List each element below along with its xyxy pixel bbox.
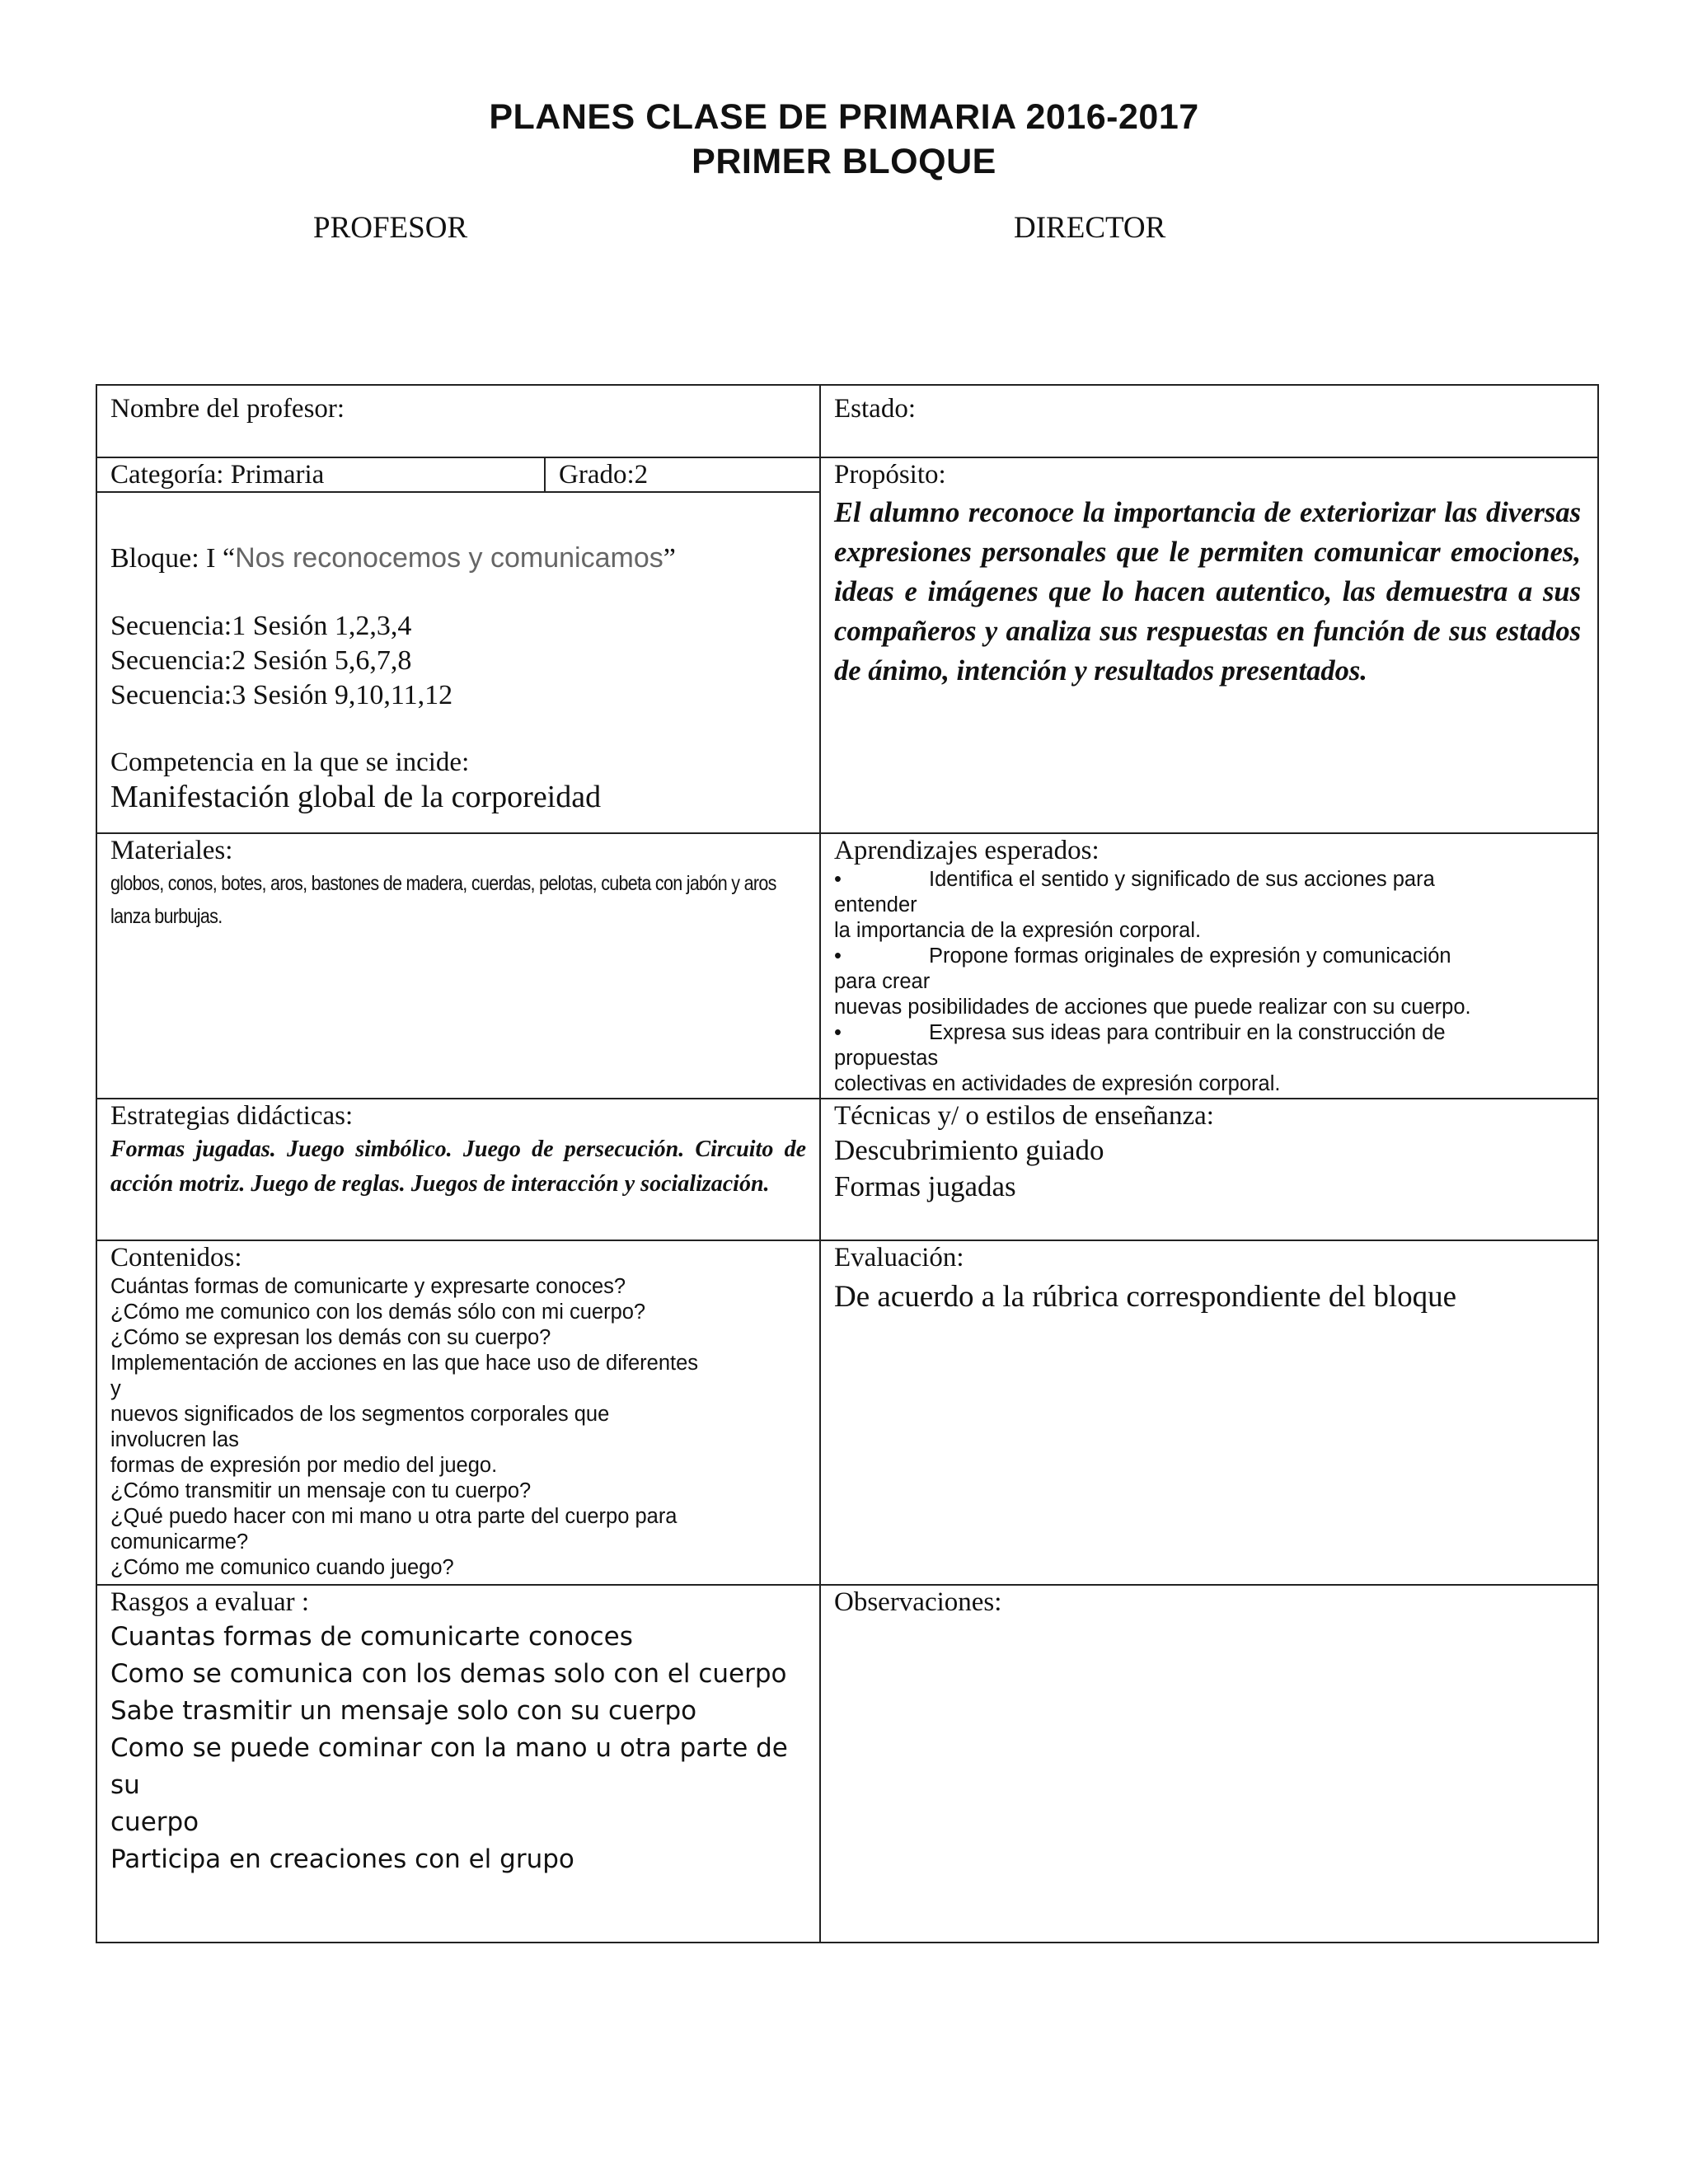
observations-label: Observaciones: bbox=[834, 1587, 1002, 1617]
contents-cell bbox=[97, 1241, 819, 1584]
materials-cell bbox=[97, 834, 819, 1098]
content-line: comunicarme? bbox=[110, 1530, 249, 1554]
materials-text: globos, conos, botes, aros, bastones de madera, cuerdas, pelotas, cubeta con jabón y aros lanza burbujas. bbox=[110, 872, 776, 928]
learning-item-first: Identifica el sentido y significado de sus acciones para bbox=[929, 868, 1435, 891]
learning-item-line: entender bbox=[834, 893, 917, 916]
competence-label: Competencia en la que se incide: bbox=[110, 748, 470, 777]
category-cell bbox=[97, 458, 544, 491]
bloque-suffix: ” bbox=[663, 543, 676, 574]
purpose-cell bbox=[821, 458, 1599, 832]
purpose-text: El alumno reconoce la importancia de exteriorizar las diversas expresiones personales que le permiten comunicar emociones, ideas e imágenes que lo hacen autentico, las demuestra a sus compañeros y analiza sus respuestas en función de sus estados de ánimo, intención y resultados presentados. bbox=[834, 497, 1581, 687]
trait-item: Participa en creaciones con el grupo bbox=[110, 1844, 574, 1874]
learning-item-first: Expresa sus ideas para contribuir en la construcción de bbox=[929, 1021, 1446, 1044]
technique-item: Formas jugadas bbox=[834, 1170, 1016, 1202]
learning-item bbox=[834, 867, 1586, 944]
trait-item: Cuantas formas de comunicarte conoces bbox=[110, 1622, 633, 1652]
content-line: ¿Cómo se expresan los demás con su cuerpo? bbox=[110, 1326, 551, 1349]
evaluation-cell bbox=[821, 1241, 1599, 1584]
learning-item-line: nuevas posibilidades de acciones que puede realizar con su cuerpo. bbox=[834, 996, 1471, 1019]
strategies-text: Formas jugadas. Juego simbólico. Juego de persecución. Circuito de acción motriz. Juego de reglas. Juegos de interacción y socialización. bbox=[110, 1137, 806, 1197]
trait-item: Como se comunica con los demas solo con el cuerpo bbox=[110, 1659, 787, 1689]
learning-item-line: propuestas bbox=[834, 1047, 939, 1070]
state-cell bbox=[821, 386, 1599, 457]
learning-item bbox=[834, 1020, 1586, 1097]
traits-cell bbox=[97, 1586, 819, 1943]
strategies-label: Estrategias didácticas: bbox=[110, 1101, 354, 1131]
signature-teacher: PROFESOR bbox=[313, 211, 468, 245]
learning-item-line: para crear bbox=[834, 970, 931, 993]
grade-label: Grado:2 bbox=[559, 460, 649, 490]
document-title: PLANES CLASE DE PRIMARIA 2016-2017 bbox=[489, 97, 1199, 137]
bullet-icon: • bbox=[834, 1021, 842, 1044]
sequence-item: Secuencia:2 Sesión 5,6,7,8 bbox=[110, 645, 412, 676]
learning-item-line: la importancia de la expresión corporal. bbox=[834, 919, 1202, 942]
learning-cell bbox=[821, 834, 1599, 1098]
learning-label: Aprendizajes esperados: bbox=[834, 836, 1100, 865]
materials-label: Materiales: bbox=[110, 836, 233, 865]
content-line: ¿Cómo me comunico cuando juego? bbox=[110, 1556, 454, 1579]
purpose-label: Propósito: bbox=[834, 460, 946, 490]
content-line: formas de expresión por medio del juego. bbox=[110, 1454, 498, 1477]
trait-item: cuerpo bbox=[110, 1807, 199, 1837]
content-line: ¿Cómo transmitir un mensaje con tu cuerpo? bbox=[110, 1479, 532, 1502]
content-line: Cuántas formas de comunicarte y expresarte conoces? bbox=[110, 1275, 626, 1298]
teacher-name-cell bbox=[97, 386, 819, 457]
bloque-prefix: Bloque: I “ bbox=[110, 543, 236, 574]
content-line: nuevos significados de los segmentos corporales que bbox=[110, 1403, 610, 1426]
bloque-cell bbox=[97, 493, 819, 832]
content-line: y bbox=[110, 1377, 121, 1400]
techniques-cell bbox=[821, 1099, 1599, 1240]
learning-item-first: Propone formas originales de expresión y comunicación bbox=[929, 944, 1451, 968]
strategies-cell bbox=[97, 1099, 819, 1240]
bullet-icon: • bbox=[834, 868, 842, 891]
sequence-item: Secuencia:3 Sesión 9,10,11,12 bbox=[110, 680, 453, 710]
sequence-list bbox=[110, 609, 806, 713]
content-line: ¿Qué puedo hacer con mi mano u otra parte del cuerpo para bbox=[110, 1505, 678, 1528]
learning-item bbox=[834, 944, 1586, 1020]
content-line: ¿Cómo me comunico con los demás sólo con mi cuerpo? bbox=[110, 1301, 646, 1324]
techniques-label: Técnicas y/ o estilos de enseñanza: bbox=[834, 1101, 1214, 1131]
signature-director: DIRECTOR bbox=[1014, 211, 1166, 245]
bloque-title: Nos reconocemos y comunicamos bbox=[235, 542, 663, 574]
teacher-name-label: Nombre del profesor: bbox=[110, 394, 345, 424]
document-subtitle: PRIMER BLOQUE bbox=[692, 142, 996, 181]
bullet-icon: • bbox=[834, 944, 842, 968]
traits-label: Rasgos a evaluar : bbox=[110, 1587, 310, 1617]
state-label: Estado: bbox=[834, 394, 916, 424]
competence-value: Manifestación global de la corporeidad bbox=[110, 780, 602, 814]
learning-item-line: colectivas en actividades de expresión corporal. bbox=[834, 1072, 1281, 1095]
sequence-item: Secuencia:1 Sesión 1,2,3,4 bbox=[110, 611, 412, 641]
observations-cell bbox=[821, 1586, 1599, 1943]
content-line: Implementación de acciones en las que hace uso de diferentes bbox=[110, 1352, 699, 1375]
grade-cell bbox=[546, 458, 819, 491]
technique-item: Descubrimiento guiado bbox=[834, 1134, 1104, 1166]
evaluation-text: De acuerdo a la rúbrica correspondiente del bloque bbox=[834, 1280, 1457, 1314]
lesson-plan-table bbox=[96, 384, 1599, 1943]
trait-item: Sabe trasmitir un mensaje solo con su cuerpo bbox=[110, 1696, 697, 1726]
bloque-line bbox=[110, 542, 806, 574]
category-label: Categoría: Primaria bbox=[110, 460, 325, 490]
trait-item: Como se puede cominar con la mano u otra parte de su bbox=[110, 1733, 788, 1800]
content-line: involucren las bbox=[110, 1428, 239, 1451]
contents-label: Contenidos: bbox=[110, 1243, 242, 1272]
evaluation-label: Evaluación: bbox=[834, 1243, 964, 1272]
